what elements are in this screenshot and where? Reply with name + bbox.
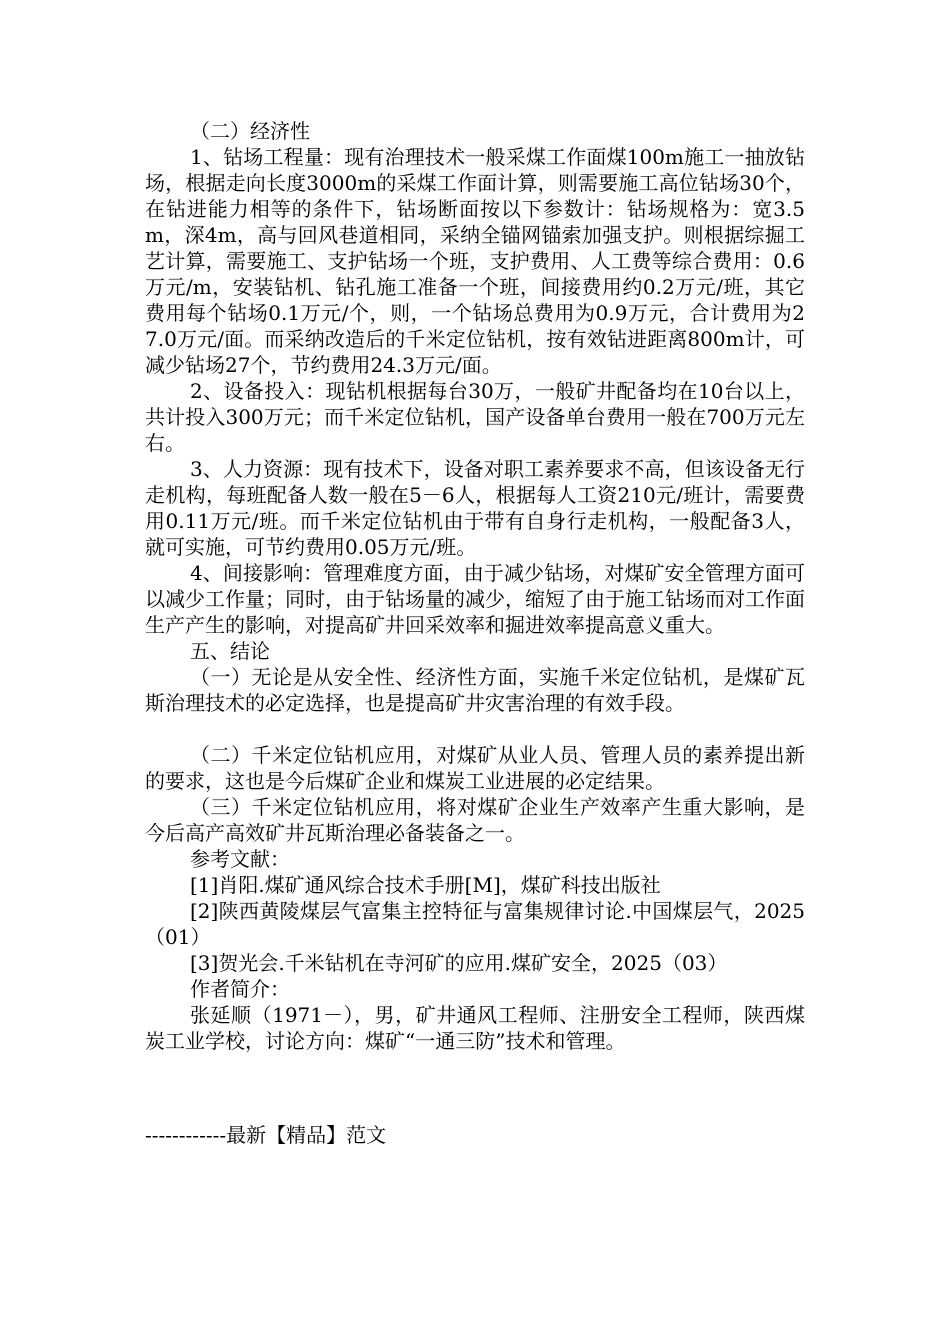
references-heading: 参考文献： <box>190 847 290 871</box>
author-heading: 作者简介： <box>190 977 290 1001</box>
conclusion-item-3: （三）千米定位钻机应用，将对煤矿企业生产效率产生重大影响，是今后高产高效矿井瓦斯治理必备装备之一。 <box>145 795 805 845</box>
conclusion-item-2: （二）千米定位钻机应用，对煤矿从业人员、管理人员的素养提出新的要求，这也是今后煤矿企业和煤炭工业进展的必定结果。 <box>145 743 805 793</box>
paragraph-indirect-impact: 4、间接影响：管理难度方面，由于减少钻场，对煤矿安全管理方面可以减少工作量；同时，由于钻场量的减少，缩短了由于施工钻场而对工作面生产产生的影响，对提高矿井回采效率和掘进效率提高意义重大。 <box>145 561 805 637</box>
reference-item-1: [1]肖阳.煤矿通风综合技术手册[M]，煤矿科技出版社 <box>190 873 661 897</box>
reference-item-3: [3]贺光会.千米钻机在寺河矿的应用.煤矿安全，2025（03） <box>190 951 728 975</box>
reference-item-2: [2]陕西黄陵煤层气富集主控特征与富集规律讨论.中国煤层气，2025（01） <box>145 899 805 949</box>
paragraph-drilling-site: 1、钻场工程量：现有治理技术一般采煤工作面煤100m施工一抽放钻场，根据走向长度3000m的采煤工作面计算，则需要施工高位钻场30个，在钻进能力相等的条件下，钻场断面按以下参数计：钻场规格为：宽3.5m，深4m，高与回风巷道相同，采纳全锚网锚索加强支护。则根据综掘工艺计算，需要施工、支护钻场一个班，支护费用、人工费等综合费用：0.6万元/m，安装钻机、钻孔施工准备一个班，间接费用约0.2万元/班，其它费用每个钻场0.1万元/个，则，一个钻场总费用为0.9万元，合计费用为27.0万元/面。而采纳改造后的千米定位钻机，按有效钻进距离800m计，可减少钻场27个，节约费用24.3万元/面。 <box>145 145 805 377</box>
paragraph-equipment: 2、设备投入：现钻机根据每台30万，一般矿井配备均在10台以上，共计投入300万元；而千米定位钻机，国产设备单台费用一般在700万元左右。 <box>145 379 805 455</box>
conclusion-item-1: （一）无论是从安全性、经济性方面，实施千米定位钻机，是煤矿瓦斯治理技术的必定选择，也是提高矿井灾害治理的有效手段。 <box>145 665 805 715</box>
section-heading-economy: （二）经济性 <box>190 119 310 143</box>
paragraph-human-resources: 3、人力资源：现有技术下，设备对职工素养要求不高，但该设备无行走机构，每班配备人数一般在5－6人，根据每人工资210元/班计，需要费用0.11万元/班。而千米定位钻机由于带有自身行走机构，一般配备3人，就可实施，可节约费用0.05万元/班。 <box>145 457 805 559</box>
footer-tagline: ------------最新【精品】范文 <box>145 1123 387 1147</box>
paragraph-gap <box>145 716 805 742</box>
document-body <box>145 118 805 1054</box>
author-bio: 张延顺（1971－），男，矿井通风工程师、注册安全工程师，陕西煤炭工业学校，讨论方向：煤矿“一通三防”技术和管理。 <box>145 1003 805 1053</box>
section-heading-conclusion: 五、结论 <box>190 639 270 663</box>
